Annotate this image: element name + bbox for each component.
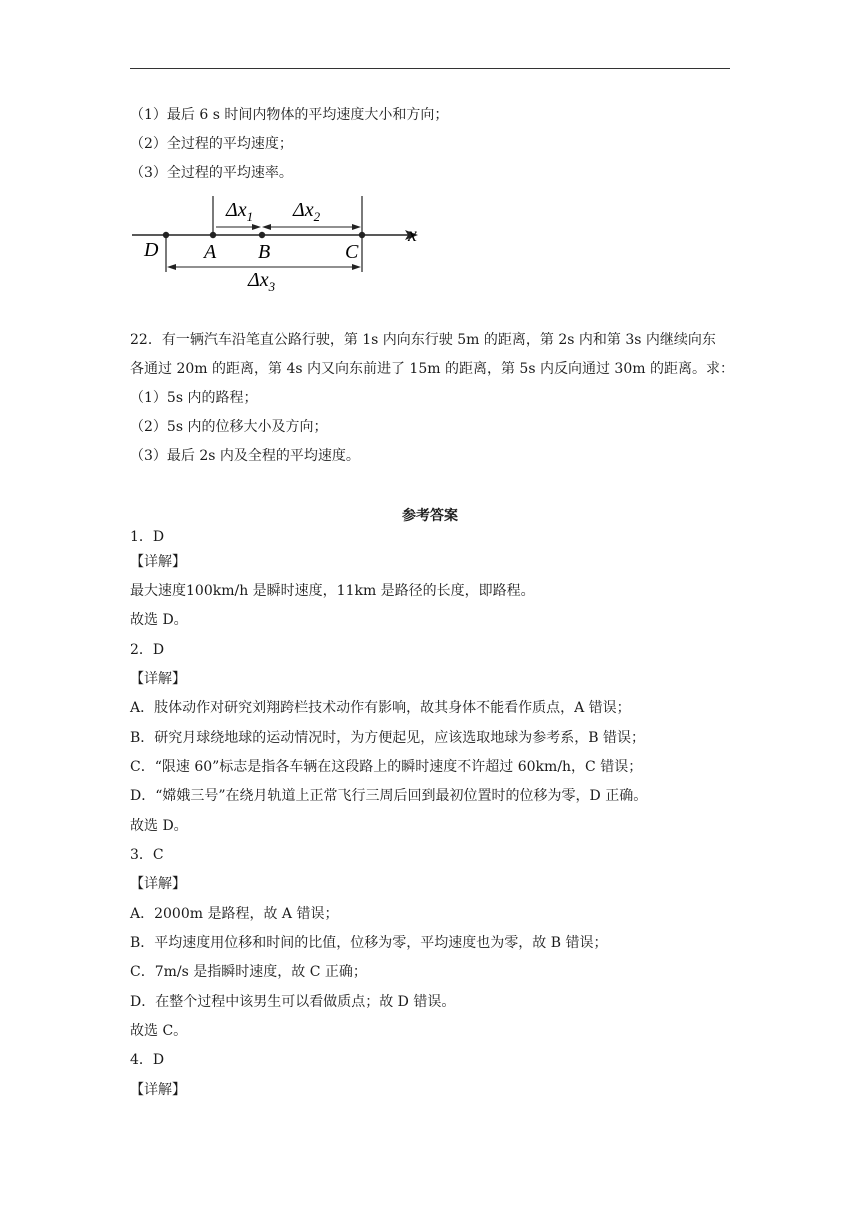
- q21-item-2: （2）全过程的平均速度；: [130, 136, 293, 152]
- answer-line: 4．D: [130, 1052, 165, 1068]
- q22-item-1: （1）5s 内的路程；: [130, 390, 258, 406]
- point-b: [259, 232, 265, 238]
- dx1-label: $\Delta x_1$: [226, 199, 254, 224]
- answer-line: 最大速度100km/h 是瞬时速度，11km 是路径的长度，即路程。: [130, 583, 535, 599]
- q22-item-3: （3）最后 2s 内及全程的平均速度。: [130, 448, 360, 464]
- answer-line: 【详解】: [130, 876, 186, 892]
- point-d: [163, 232, 169, 238]
- displacement-figure: [128, 190, 428, 296]
- answer-line: 【详解】: [130, 554, 186, 570]
- label-a: A: [204, 241, 217, 263]
- answer-line: 【详解】: [130, 1082, 186, 1098]
- axis-label-x: x: [408, 224, 417, 246]
- answer-line: D．在整个过程中该男生可以看做质点；故 D 错误。: [130, 994, 456, 1010]
- answer-line: 故选 D。: [130, 612, 188, 628]
- answer-line: B．研究月球绕地球的运动情况时，为方便起见，应该选取地球为参考系，B 错误；: [130, 730, 646, 746]
- q22-item-2: （2）5s 内的位移大小及方向；: [130, 419, 328, 435]
- q21-item-1: （1）最后 6 s 时间内物体的平均速度大小和方向；: [130, 107, 449, 123]
- answer-line: A．2000m 是路程，故 A 错误；: [130, 906, 339, 922]
- label-d: D: [144, 239, 159, 261]
- answer-line: C．“限速 60”标志是指各车辆在这段路上的瞬时速度不许超过 60km/h，C 错误；: [130, 759, 643, 775]
- answer-line: A．肢体动作对研究刘翔跨栏技术动作有影响，故其身体不能看作质点，A 错误；: [130, 700, 631, 716]
- label-c: C: [345, 241, 359, 263]
- answer-line: C．7m/s 是指瞬时速度，故 C 正确；: [130, 964, 367, 980]
- q22-line-1: 22．有一辆汽车沿笔直公路行驶，第 1s 内向东行驶 5m 的距离，第 2s 内和第 3s 内继续向东: [130, 332, 716, 348]
- answer-line: D．“嫦娥三号”在绕月轨道上正常飞行三周后回到最初位置时的位移为零，D 正确。: [130, 788, 648, 804]
- point-c: [359, 232, 365, 238]
- q21-item-3: （3）全过程的平均速率。: [130, 165, 293, 181]
- header-rule: [130, 68, 730, 69]
- answer-line: 1．D: [130, 529, 165, 545]
- answer-line: 2．D: [130, 642, 165, 658]
- answer-line: 3．C: [130, 847, 164, 863]
- label-b: B: [258, 241, 271, 263]
- answers-title: 参考答案: [402, 508, 458, 524]
- q22-line-2: 各通过 20m 的距离，第 4s 内又向东前进了 15m 的距离，第 5s 内反向通过 30m 的距离。求：: [130, 361, 734, 377]
- dx3-label: $\Delta x_3$: [248, 269, 276, 294]
- dx2-label: $\Delta x_2$: [293, 199, 321, 224]
- answer-line: 【详解】: [130, 671, 186, 687]
- answer-line: 故选 C。: [130, 1023, 188, 1039]
- answer-line: B．平均速度用位移和时间的比值，位移为零，平均速度也为零，故 B 错误；: [130, 935, 608, 951]
- point-a: [210, 232, 216, 238]
- answer-line: 故选 D。: [130, 818, 188, 834]
